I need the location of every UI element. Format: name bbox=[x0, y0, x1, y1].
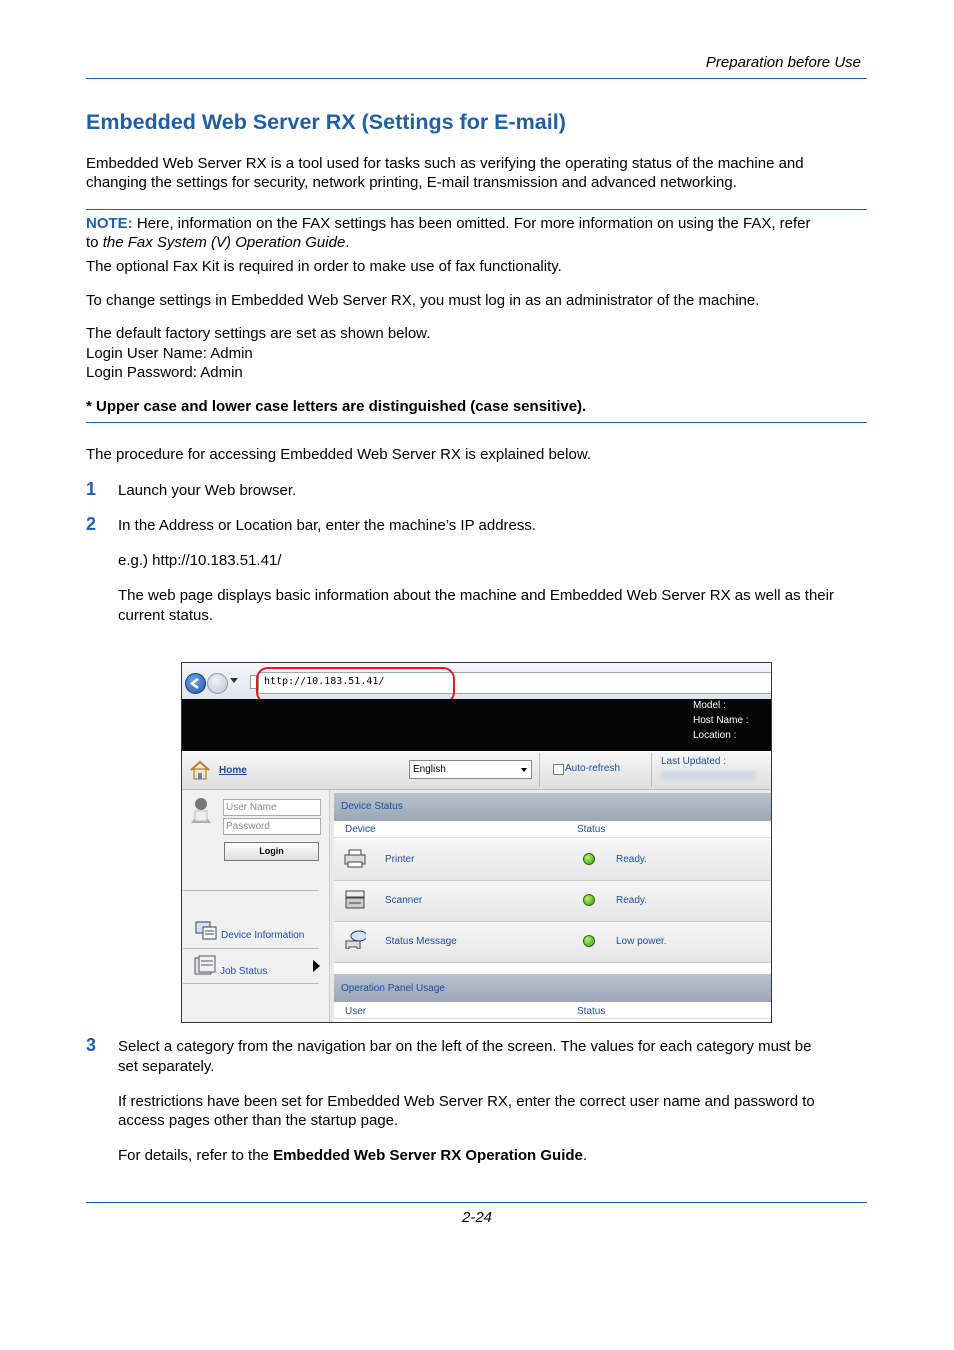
step-2-number: 2 bbox=[86, 514, 97, 534]
browser-toolbar bbox=[182, 663, 771, 699]
header-rule bbox=[86, 78, 867, 79]
step-3-text-2: set separately. bbox=[118, 1058, 215, 1075]
password-placeholder: Password bbox=[226, 821, 270, 832]
divider bbox=[183, 983, 319, 984]
forward-icon[interactable] bbox=[207, 673, 228, 694]
step-3-text-1: Select a category from the navigation bar on the left of the screen. The values for each category must be bbox=[118, 1038, 812, 1055]
divider bbox=[183, 948, 319, 949]
device-status-columns bbox=[334, 821, 771, 838]
host-name-label: Host Name : bbox=[693, 715, 749, 726]
chevron-down-icon bbox=[521, 768, 527, 772]
operation-panel-usage-header bbox=[334, 974, 771, 1002]
username-input[interactable] bbox=[223, 799, 321, 816]
note-line-1 bbox=[86, 214, 811, 234]
password-input[interactable] bbox=[223, 818, 321, 835]
home-icon[interactable] bbox=[189, 759, 211, 781]
step-1-text: Launch your Web browser. bbox=[118, 482, 297, 499]
table-row bbox=[334, 881, 771, 922]
device-status-title: Device Status bbox=[341, 801, 403, 812]
status-ok-icon bbox=[583, 894, 595, 906]
admin-note: To change settings in Embedded Web Server RX, you must log in as an administrator of the machine. bbox=[86, 292, 760, 309]
note-top-rule bbox=[86, 209, 867, 210]
intro-line-2: changing the settings for security, network printing, E-mail transmission and advanced networking. bbox=[86, 174, 737, 191]
status-ok-icon bbox=[583, 853, 595, 865]
column-status: Status bbox=[577, 824, 606, 835]
step-3-restrictions-2: access pages other than the startup page. bbox=[118, 1112, 399, 1129]
language-select[interactable] bbox=[409, 760, 532, 779]
operation-guide-reference: Embedded Web Server RX Operation Guide bbox=[273, 1147, 583, 1164]
status-ok-icon bbox=[583, 935, 595, 947]
fax-guide-reference: the Fax System (V) Operation Guide bbox=[102, 234, 346, 251]
last-updated-value-blurred bbox=[661, 771, 756, 780]
operation-panel-usage-title: Operation Panel Usage bbox=[341, 983, 445, 994]
fax-kit-note: The optional Fax Kit is required in order to make use of fax functionality. bbox=[86, 258, 562, 275]
auto-refresh-label: Auto-refresh bbox=[565, 763, 621, 774]
reference-prefix: For details, refer to the bbox=[118, 1147, 274, 1164]
step-2-example: e.g.) http://10.183.51.41/ bbox=[118, 552, 282, 569]
home-bar bbox=[182, 751, 771, 790]
job-status-icon bbox=[193, 955, 217, 977]
step-3-number: 3 bbox=[86, 1035, 97, 1055]
table-row bbox=[334, 840, 771, 881]
note-line-2 bbox=[86, 233, 349, 253]
status-printer: Ready. bbox=[616, 854, 647, 865]
step-1-number: 1 bbox=[86, 479, 97, 499]
web-server-screenshot bbox=[181, 662, 772, 1023]
status-status-message: Low power. bbox=[616, 936, 667, 947]
reference-suffix: . bbox=[582, 1147, 588, 1164]
device-name-scanner[interactable]: Scanner bbox=[385, 895, 423, 906]
note-text: Here, information on the FAX settings has been omitted. For more information on using the FAX, refer bbox=[132, 215, 811, 232]
nav-device-information[interactable]: Device Information bbox=[221, 930, 305, 941]
username-placeholder: User Name bbox=[226, 802, 277, 813]
column-user: User bbox=[345, 1006, 367, 1017]
back-icon[interactable] bbox=[185, 673, 206, 694]
location-label: Location : bbox=[693, 730, 737, 741]
note-suffix: . bbox=[345, 234, 350, 251]
address-url: http://10.183.51.41/ bbox=[264, 676, 385, 687]
device-name-printer[interactable]: Printer bbox=[385, 854, 415, 865]
expand-arrow-icon[interactable] bbox=[313, 960, 320, 972]
intro-line-1: Embedded Web Server RX is a tool used for tasks such as verifying the operating status of the machine and bbox=[86, 155, 804, 172]
auto-refresh-checkbox[interactable] bbox=[553, 764, 564, 775]
divider bbox=[183, 890, 319, 891]
step-2-detail-2: current status. bbox=[118, 607, 214, 624]
divider bbox=[651, 753, 652, 787]
main-content bbox=[334, 793, 771, 1022]
nav-job-status[interactable]: Job Status bbox=[220, 966, 268, 977]
footer-rule bbox=[86, 1202, 867, 1203]
device-information-icon bbox=[195, 920, 217, 940]
column-device: Device bbox=[345, 824, 376, 835]
step-3-reference bbox=[118, 1146, 587, 1166]
operation-panel-usage-columns bbox=[334, 1002, 771, 1019]
case-sensitive-note: * Upper case and lower case letters are distinguished (case sensitive). bbox=[86, 398, 587, 415]
page-title: Embedded Web Server RX (Settings for E-mail) bbox=[86, 110, 566, 134]
page-number: 2-24 bbox=[461, 1209, 493, 1226]
step-3-restrictions-1: If restrictions have been set for Embedded Web Server RX, enter the correct user name and password to bbox=[118, 1093, 815, 1110]
procedure-intro: The procedure for accessing Embedded Web Server RX is explained below. bbox=[86, 446, 591, 463]
login-button[interactable]: Login bbox=[224, 842, 319, 861]
running-header: Preparation before Use bbox=[705, 54, 861, 71]
table-row bbox=[334, 922, 771, 963]
note-label: NOTE: bbox=[86, 215, 133, 232]
history-dropdown-icon[interactable] bbox=[230, 678, 238, 683]
status-message-icon bbox=[344, 929, 366, 949]
last-updated-label: Last Updated : bbox=[661, 756, 727, 767]
status-scanner: Ready. bbox=[616, 895, 647, 906]
defaults-line-1: The default factory settings are set as shown below. bbox=[86, 325, 431, 342]
divider bbox=[539, 753, 540, 787]
user-avatar-icon bbox=[190, 796, 212, 824]
defaults-line-3: Login Password: Admin bbox=[86, 364, 243, 381]
device-status-header bbox=[334, 793, 771, 821]
home-link[interactable]: Home bbox=[219, 765, 247, 776]
note-prefix: to bbox=[86, 234, 103, 251]
note-bottom-rule bbox=[86, 422, 867, 423]
printer-icon bbox=[344, 849, 366, 869]
scanner-icon bbox=[344, 890, 366, 910]
device-name-status-message[interactable]: Status Message bbox=[385, 936, 457, 947]
column-status: Status bbox=[577, 1006, 606, 1017]
model-label: Model : bbox=[693, 700, 726, 711]
device-info-bar bbox=[182, 699, 771, 751]
defaults-line-2: Login User Name: Admin bbox=[86, 345, 253, 362]
navigation-panel bbox=[182, 790, 330, 1022]
language-value: English bbox=[413, 764, 446, 775]
step-2-detail-1: The web page displays basic information about the machine and Embedded Web Server RX as well as their bbox=[118, 587, 834, 604]
step-2-text: In the Address or Location bar, enter the machine’s IP address. bbox=[118, 517, 537, 534]
